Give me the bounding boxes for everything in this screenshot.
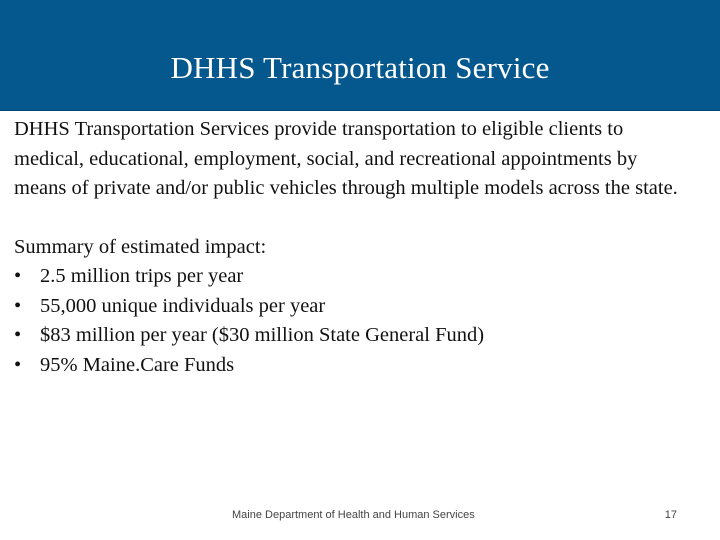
- bullet-item: [14, 351, 694, 381]
- slide-footer: [0, 506, 720, 526]
- bullet-item: [14, 292, 694, 322]
- bullet-icon: •: [14, 265, 22, 287]
- impact-bullet-list: [14, 262, 694, 380]
- description-paragraph: DHHS Transportation Services provide transportation to eligible clients to medical, educational, employment, social, and recreational appointments by means of private and/or public vehicles through multiple models across the state.: [14, 118, 678, 199]
- bullet-icon: •: [14, 294, 22, 317]
- bullet-icon: •: [14, 324, 22, 346]
- page-number: 17: [664, 509, 677, 521]
- bullet-text: 2.5 million trips per year: [40, 265, 244, 287]
- bullet-item: [14, 262, 694, 292]
- bullet-text: 55,000 unique individuals per year: [40, 294, 326, 317]
- footer-organization: Maine Department of Health and Human Services: [232, 509, 475, 521]
- bullet-icon: •: [14, 353, 22, 376]
- bullet-text: 95% Maine.Care Funds: [40, 353, 235, 376]
- slide-body: [14, 115, 694, 380]
- slide-title: DHHS Transportation Service: [170, 49, 550, 85]
- impact-summary: [14, 233, 694, 381]
- bullet-item: [14, 321, 694, 351]
- title-bar: [0, 0, 720, 111]
- bullet-text: $83 million per year ($30 million State General Fund): [40, 324, 485, 346]
- summary-heading: Summary of estimated impact:: [14, 235, 267, 258]
